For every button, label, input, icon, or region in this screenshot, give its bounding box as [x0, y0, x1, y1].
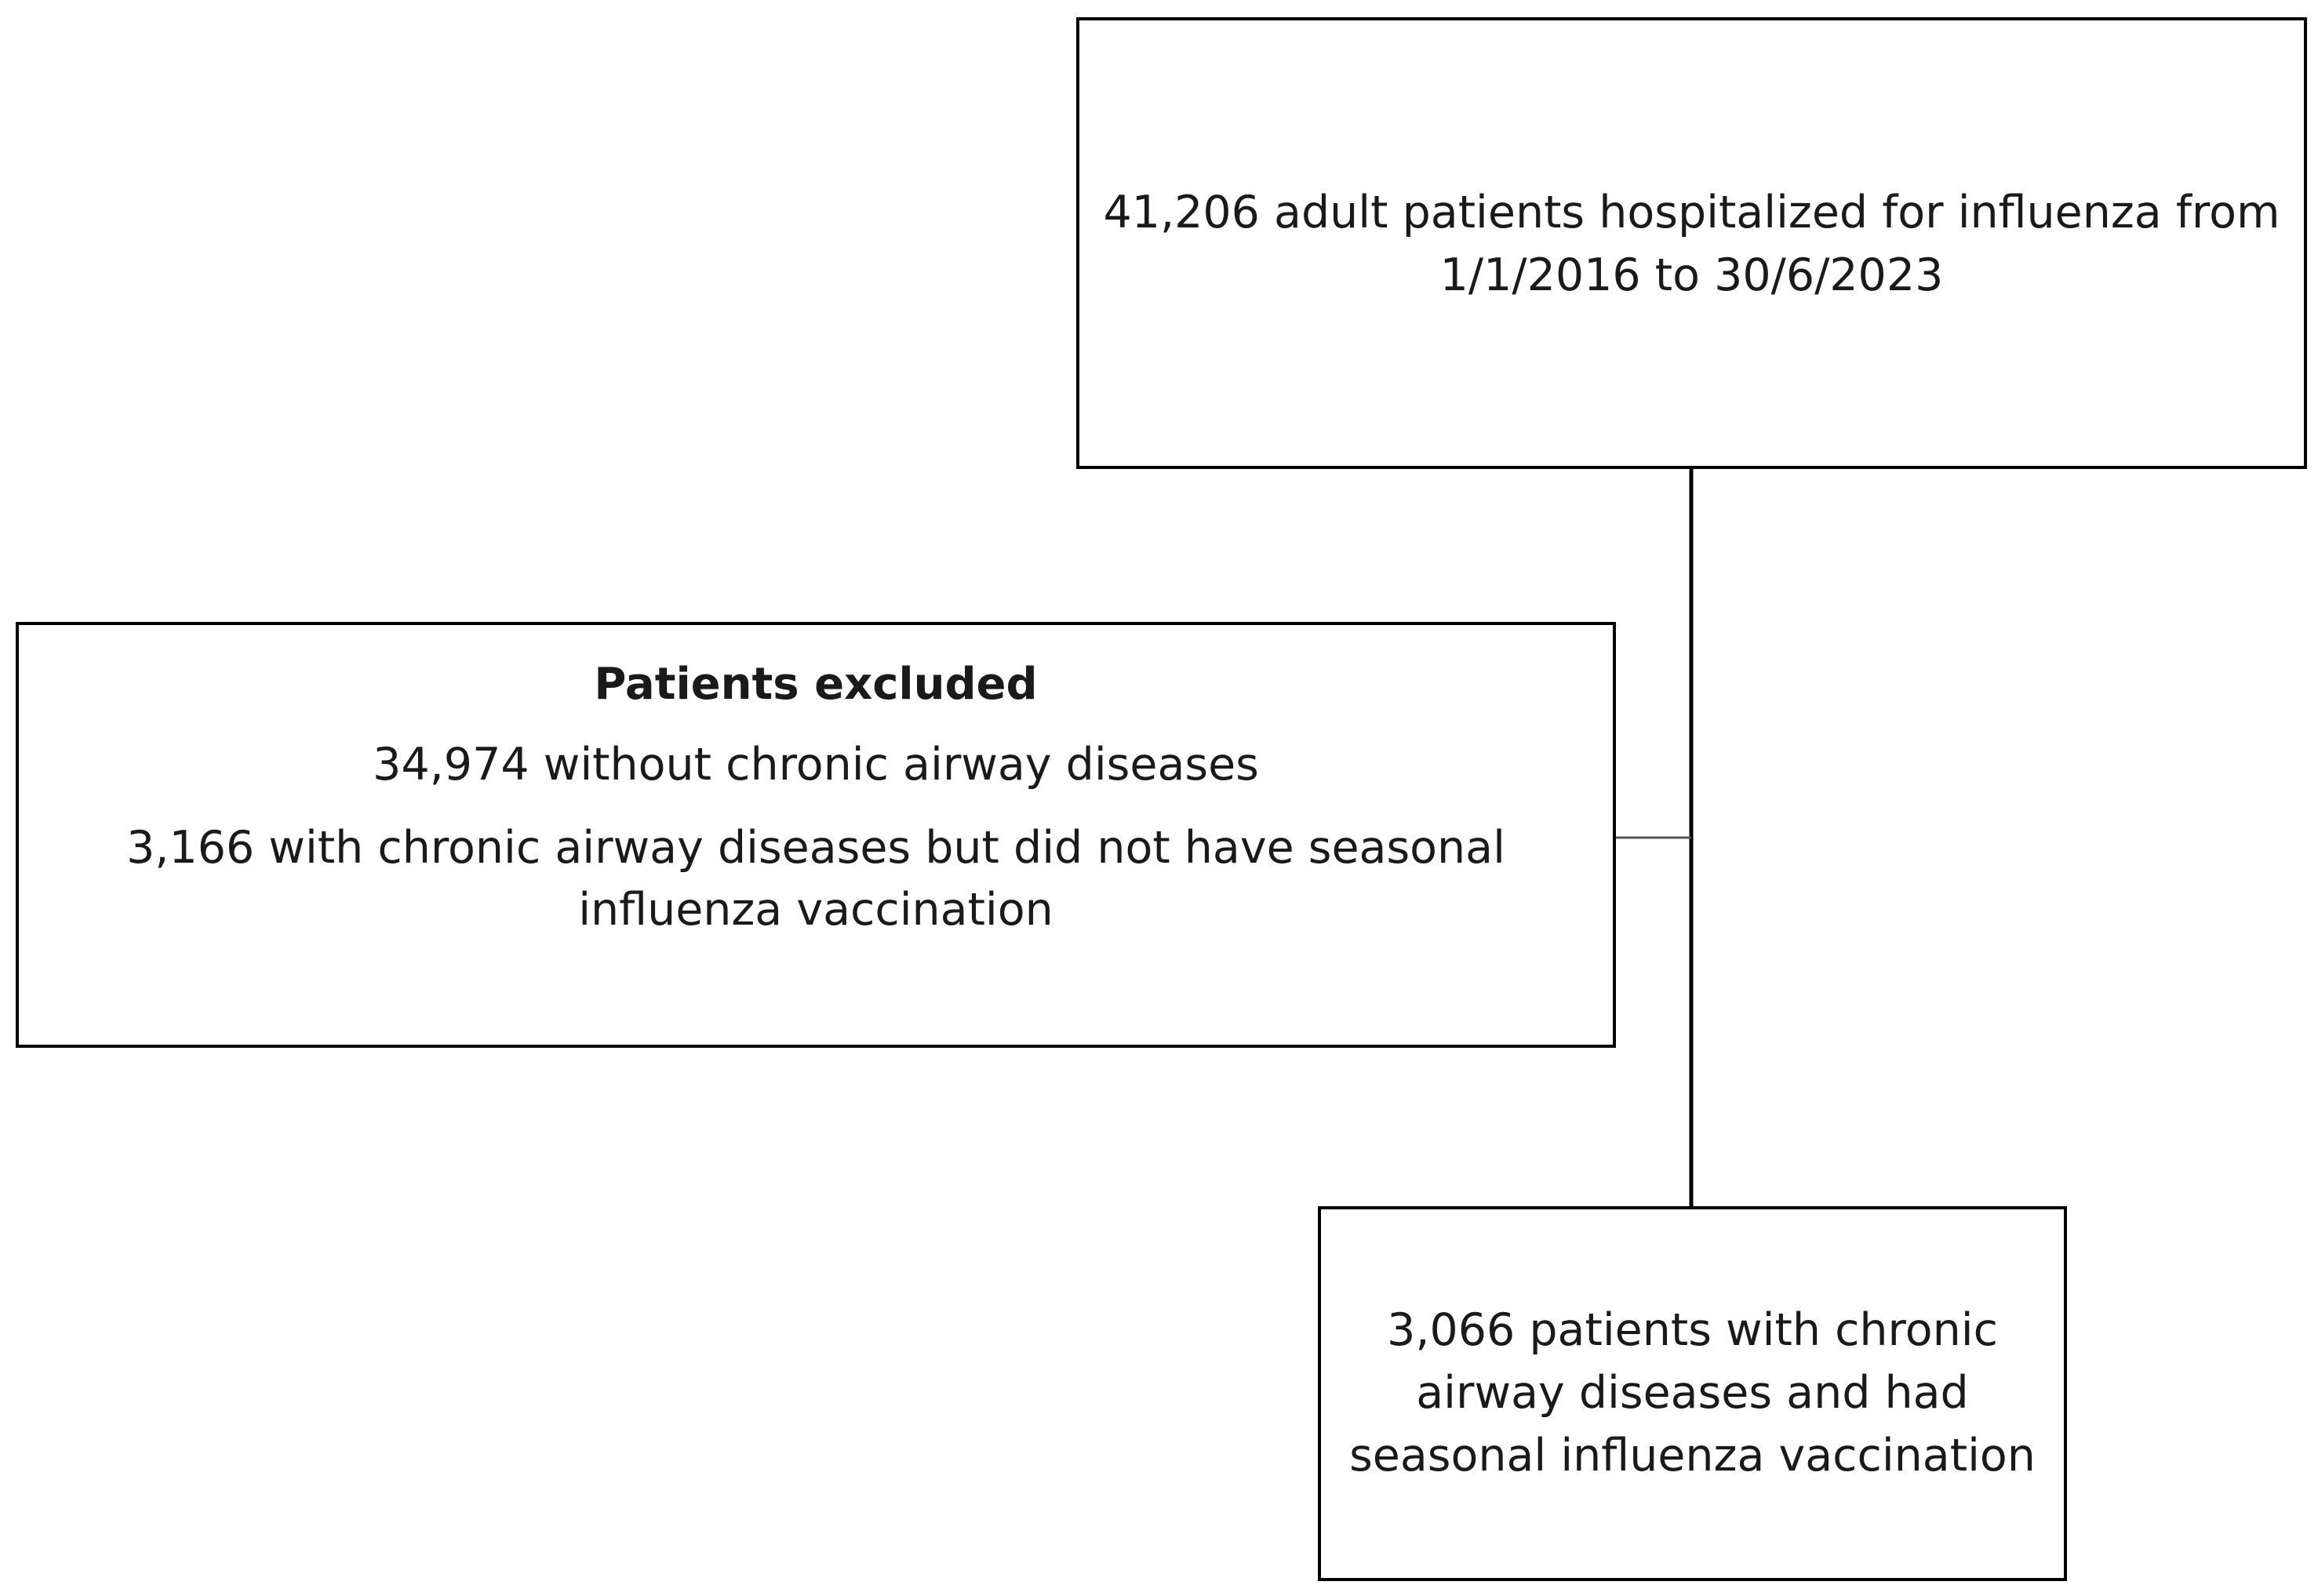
final-cohort-box	[1318, 1206, 2067, 1581]
excluded-item-no-vaccination: 3,166 with chronic airway diseases but did not have seasonal influenza vaccination	[126, 821, 1505, 936]
excluded-heading: Patients excluded	[594, 659, 1038, 710]
final-box-text: 3,066 patients with chronic airway diseases and had seasonal influenza vaccination	[1349, 1304, 2036, 1481]
excluded-item-no-airway-disease: 34,974 without chronic airway diseases	[373, 738, 1259, 791]
top-box-total-patients	[1076, 17, 2307, 469]
top-box-text: 41,206 adult patients hospitalized for influenza from 1/1/2016 to 30/6/2023	[1103, 187, 2280, 301]
excluded-patients-box	[16, 622, 1616, 1048]
